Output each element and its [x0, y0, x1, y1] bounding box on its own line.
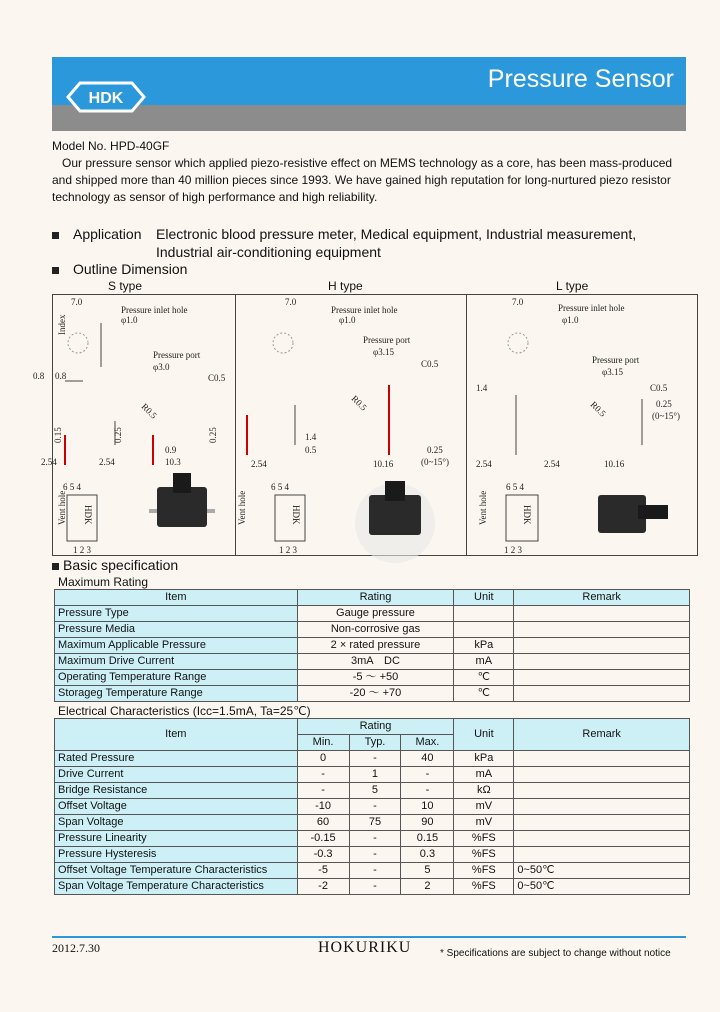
svg-text:1 2 3: 1 2 3: [504, 545, 522, 555]
s-type-panel: [33, 295, 236, 555]
page-header: [52, 57, 686, 131]
min-cell: 60: [297, 815, 349, 831]
min-cell: 0: [297, 751, 349, 767]
typ-cell: -: [349, 799, 401, 815]
min-cell: -5: [297, 863, 349, 879]
svg-text:C0.5: C0.5: [208, 373, 226, 383]
remark-cell: [514, 751, 690, 767]
footer-divider: [52, 936, 686, 938]
h-type-label: H type: [328, 279, 363, 293]
basic-spec-section: [52, 557, 178, 573]
unit-cell: ℃: [454, 686, 514, 702]
remark-cell: [514, 799, 690, 815]
svg-text:Index: Index: [57, 314, 67, 335]
svg-text:10.16: 10.16: [604, 459, 625, 469]
footer-company: HOKURIKU: [318, 939, 412, 956]
header-remark: Remark: [514, 590, 690, 606]
rating-cell: Non-corrosive gas: [297, 622, 454, 638]
header-item: Item: [55, 719, 298, 751]
unit-cell: mV: [454, 799, 514, 815]
typ-cell: -: [349, 831, 401, 847]
min-cell: -: [297, 767, 349, 783]
svg-text:Vent hole: Vent hole: [478, 490, 488, 525]
table-row: [55, 879, 690, 895]
svg-text:0.5: 0.5: [305, 445, 317, 455]
table-row: [55, 767, 690, 783]
max-cell: -: [401, 767, 454, 783]
table-row: [55, 606, 690, 622]
electrical-caption: Electrical Characteristics (Icc=1.5mA, Ta=25℃): [58, 704, 311, 718]
typ-cell: -: [349, 751, 401, 767]
svg-text:C0.5: C0.5: [421, 359, 439, 369]
max-cell: -: [401, 783, 454, 799]
item-cell: Storageg Temperature Range: [55, 686, 298, 702]
unit-cell: kΩ: [454, 783, 514, 799]
max-cell: 0.3: [401, 847, 454, 863]
description: Our pressure sensor which applied piezo-resistive effect on MEMS technology as a core, has been mass-produced and shipped more than 40 million pieces since 1993. We have gained high reputation for long-nurtured piezo resistor technology as sensor of high performance and high reliability.: [52, 156, 673, 204]
svg-text:2.54: 2.54: [251, 459, 267, 469]
application-line-1: Electronic blood pressure meter, Medical equipment, Industrial measurement,: [156, 226, 637, 242]
remark-cell: [514, 622, 690, 638]
remark-cell: [514, 670, 690, 686]
outline-label: Outline Dimension: [73, 261, 188, 277]
max-cell: 5: [401, 863, 454, 879]
table-row: [55, 815, 690, 831]
l-type-drawing: [466, 295, 697, 555]
remark-cell: [514, 831, 690, 847]
svg-text:φ1.0: φ1.0: [121, 315, 138, 325]
header-typ: Typ.: [349, 735, 401, 751]
l-type-label: L type: [556, 279, 589, 293]
bullet-icon: [52, 563, 59, 570]
min-cell: -2: [297, 879, 349, 895]
h-type-drawing: [235, 295, 466, 555]
max-cell: 40: [401, 751, 454, 767]
unit-cell: [454, 606, 514, 622]
svg-text:Pressure port: Pressure port: [592, 355, 640, 365]
table-row: [55, 799, 690, 815]
svg-text:7.0: 7.0: [285, 297, 297, 307]
min-cell: -: [297, 783, 349, 799]
svg-text:1.4: 1.4: [476, 383, 488, 393]
unit-cell: kPa: [454, 751, 514, 767]
svg-text:1.4: 1.4: [305, 432, 317, 442]
max-cell: 2: [401, 879, 454, 895]
page-title: Pressure Sensor: [487, 65, 674, 93]
svg-text:φ1.0: φ1.0: [562, 315, 579, 325]
item-cell: Bridge Resistance: [55, 783, 298, 799]
svg-text:φ3.15: φ3.15: [373, 347, 394, 357]
svg-text:R0.5: R0.5: [349, 393, 369, 413]
svg-text:0.9: 0.9: [165, 445, 177, 455]
table-row: [55, 831, 690, 847]
s-type-drawing: [33, 295, 235, 555]
header-min: Min.: [297, 735, 349, 751]
remark-cell: 0~50℃: [514, 879, 690, 895]
svg-text:1 2 3: 1 2 3: [279, 545, 297, 555]
typ-cell: 75: [349, 815, 401, 831]
svg-text:Pressure inlet hole: Pressure inlet hole: [331, 305, 398, 315]
svg-text:10.3: 10.3: [165, 457, 181, 467]
typ-cell: 5: [349, 783, 401, 799]
header-unit: Unit: [454, 719, 514, 751]
svg-text:0.25: 0.25: [656, 399, 672, 409]
table-row: [55, 670, 690, 686]
rating-cell: 3mA DC: [297, 654, 454, 670]
svg-text:0.25: 0.25: [427, 445, 443, 455]
bullet-icon: [52, 267, 59, 274]
table-row: [55, 863, 690, 879]
max-cell: 0.15: [401, 831, 454, 847]
outline-section: [52, 261, 187, 277]
header-rating: Rating: [297, 590, 454, 606]
remark-cell: [514, 606, 690, 622]
svg-text:0.8: 0.8: [33, 371, 45, 381]
item-cell: Span Voltage: [55, 815, 298, 831]
remark-cell: [514, 767, 690, 783]
application-label: Application: [73, 226, 142, 242]
remark-cell: [514, 815, 690, 831]
header-unit: Unit: [454, 590, 514, 606]
remark-cell: 0~50℃: [514, 863, 690, 879]
typ-cell: -: [349, 847, 401, 863]
table-row: [55, 654, 690, 670]
max-cell: 90: [401, 815, 454, 831]
item-cell: Drive Current: [55, 767, 298, 783]
svg-text:HDK: HDK: [83, 505, 93, 525]
item-cell: Maximum Applicable Pressure: [55, 638, 298, 654]
remark-cell: [514, 783, 690, 799]
table-row: [55, 622, 690, 638]
item-cell: Rated Pressure: [55, 751, 298, 767]
table-header-row: [55, 719, 690, 735]
footer-note: * Specifications are subject to change without notice: [440, 948, 671, 959]
rating-cell: Gauge pressure: [297, 606, 454, 622]
remark-cell: [514, 654, 690, 670]
unit-cell: ℃: [454, 670, 514, 686]
svg-text:2.54: 2.54: [41, 457, 57, 467]
max-rating-caption: Maximum Rating: [58, 575, 149, 589]
table-header-row: [55, 590, 690, 606]
max-cell: 10: [401, 799, 454, 815]
svg-text:Pressure inlet hole: Pressure inlet hole: [558, 303, 625, 313]
item-cell: Pressure Type: [55, 606, 298, 622]
unit-cell: kPa: [454, 638, 514, 654]
svg-text:Pressure port: Pressure port: [153, 350, 201, 360]
svg-text:1 2 3: 1 2 3: [73, 545, 91, 555]
table-row: [55, 751, 690, 767]
item-cell: Pressure Media: [55, 622, 298, 638]
svg-text:6 5 4: 6 5 4: [271, 482, 289, 492]
svg-text:7.0: 7.0: [512, 297, 524, 307]
electrical-table: [54, 718, 690, 895]
remark-cell: [514, 686, 690, 702]
item-cell: Offset Voltage: [55, 799, 298, 815]
svg-text:Vent hole: Vent hole: [57, 490, 67, 525]
svg-text:(0~15°): (0~15°): [652, 411, 680, 421]
rating-cell: 2 × rated pressure: [297, 638, 454, 654]
unit-cell: mA: [454, 654, 514, 670]
remark-cell: [514, 638, 690, 654]
svg-text:R0.5: R0.5: [588, 399, 608, 419]
remark-cell: [514, 847, 690, 863]
application-line-2: Industrial air-conditioning equipment: [156, 244, 381, 260]
svg-text:Pressure inlet hole: Pressure inlet hole: [121, 305, 188, 315]
bullet-icon: [52, 232, 59, 239]
unit-cell: %FS: [454, 879, 514, 895]
svg-text:R0.5: R0.5: [139, 401, 159, 421]
unit-cell: [454, 622, 514, 638]
typ-cell: 1: [349, 767, 401, 783]
table-row: [55, 783, 690, 799]
max-rating-table: [54, 589, 690, 702]
svg-text:6 5 4: 6 5 4: [63, 482, 81, 492]
rating-cell: -20 ～ +70: [297, 686, 454, 702]
min-cell: -0.3: [297, 847, 349, 863]
svg-text:φ1.0: φ1.0: [339, 315, 356, 325]
header-remark: Remark: [514, 719, 690, 751]
rating-cell: -5 ～ +50: [297, 670, 454, 686]
item-cell: Offset Voltage Temperature Characteristics: [55, 863, 298, 879]
table-row: [55, 686, 690, 702]
model-number: Model No. HPD-40GF: [52, 139, 170, 153]
svg-text:2.54: 2.54: [99, 457, 115, 467]
unit-cell: %FS: [454, 863, 514, 879]
svg-text:(0~15°): (0~15°): [421, 457, 449, 467]
unit-cell: %FS: [454, 847, 514, 863]
svg-text:0.25: 0.25: [113, 427, 123, 443]
svg-text:HDK: HDK: [291, 505, 301, 525]
svg-text:2.54: 2.54: [476, 459, 492, 469]
svg-text:6 5 4: 6 5 4: [506, 482, 524, 492]
svg-text:10.16: 10.16: [373, 459, 394, 469]
outline-diagram: [33, 294, 698, 556]
svg-text:0.15: 0.15: [53, 427, 63, 443]
svg-text:2.54: 2.54: [544, 459, 560, 469]
min-cell: -0.15: [297, 831, 349, 847]
table-row: [55, 847, 690, 863]
typ-cell: -: [349, 863, 401, 879]
item-cell: Span Voltage Temperature Characteristics: [55, 879, 298, 895]
svg-text:φ3.15: φ3.15: [602, 367, 623, 377]
s-type-label: S type: [108, 279, 143, 293]
svg-text:Vent hole: Vent hole: [237, 490, 247, 525]
typ-cell: -: [349, 879, 401, 895]
basic-spec-label: Basic specification: [63, 557, 179, 573]
header-rating: Rating: [297, 719, 454, 735]
svg-text:Pressure port: Pressure port: [363, 335, 411, 345]
header-max: Max.: [401, 735, 454, 751]
footer-date: 2012.7.30: [52, 941, 100, 955]
table-row: [55, 638, 690, 654]
svg-text:7.0: 7.0: [71, 297, 83, 307]
svg-text:HDK: HDK: [522, 505, 532, 525]
unit-cell: %FS: [454, 831, 514, 847]
unit-cell: mV: [454, 815, 514, 831]
application-section: [52, 226, 142, 242]
l-type-panel: [466, 295, 697, 555]
item-cell: Pressure Linearity: [55, 831, 298, 847]
header-gray-band: [52, 105, 686, 131]
svg-text:C0.5: C0.5: [650, 383, 668, 393]
item-cell: Maximum Drive Current: [55, 654, 298, 670]
hdk-logo: [66, 81, 146, 113]
item-cell: Pressure Hysteresis: [55, 847, 298, 863]
svg-text:φ3.0: φ3.0: [153, 362, 170, 372]
svg-text:HDK: HDK: [88, 90, 124, 107]
svg-text:0.25: 0.25: [208, 427, 218, 443]
header-item: Item: [55, 590, 298, 606]
svg-text:0.8: 0.8: [55, 371, 67, 381]
unit-cell: mA: [454, 767, 514, 783]
item-cell: Operating Temperature Range: [55, 670, 298, 686]
h-type-panel: [235, 295, 467, 555]
min-cell: -10: [297, 799, 349, 815]
